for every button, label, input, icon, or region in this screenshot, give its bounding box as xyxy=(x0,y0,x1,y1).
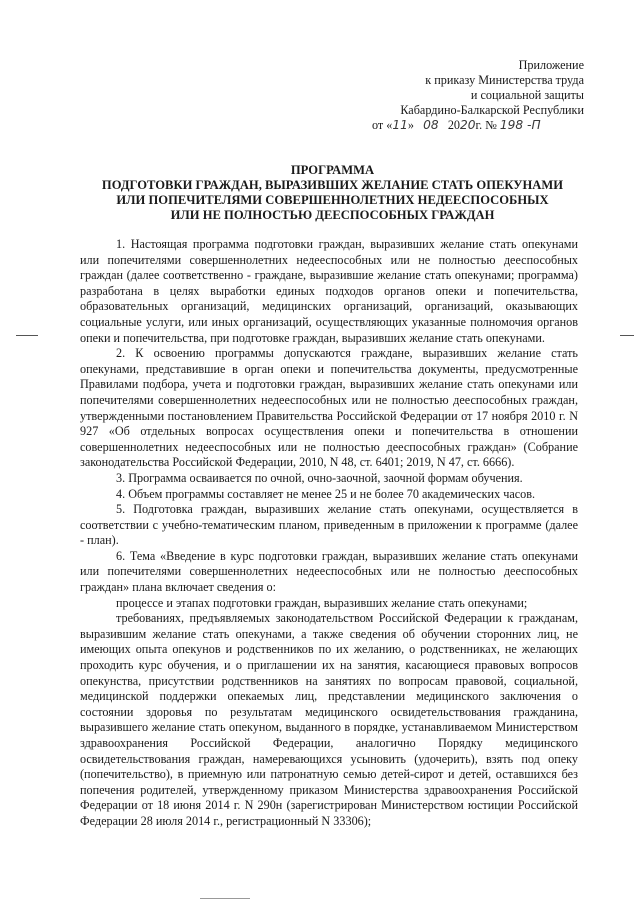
title-line-1: ПРОГРАММА xyxy=(290,163,375,177)
paragraph-2: 2. К освоению программы допускаются граждане, выразивших желание стать опекунами, представившие в орган опеки и попечительства документы, предусмотренные Правилами подбора, учета и подготовки граждан, выразивших желание стать опекунами или попечителями совершеннолетних недееспособных или не полностью дееспособных граждан, утвержденными постановлением Правительства Российской Федерации от 17 ноября 2010 г. N 927 «Об отдельных вопросах осуществления опеки и попечительства в отношении совершеннолетних недееспособных или не полностью дееспособных граждан» (Собрание законодательства Российской Федерации, 2010, N 48, ст. 6401; 2019, N 47, ст. 6666). xyxy=(80,346,578,470)
order-reference: к приказу Министерства труда xyxy=(425,73,584,87)
appendix-header xyxy=(372,58,584,133)
paragraph-1: 1. Настоящая программа подготовки граждан, выразивших желание стать опекунами или попечителями совершеннолетних недееспособных или не полностью дееспособных граждан (далее соответственно - граждане, выразившие желание стать опекунами; программа) разработана в целях выработки единых подходов органов опеки и попечительства, образовательных организаций, медицинских организаций, организаций, оказывающих социальные услуги, или иных организаций, осуществляющих указанные полномочия органов опеки и попечительства, при подготовке граждан, выразивших желание стать опекунами. xyxy=(80,237,578,345)
ministry-name: и социальной защиты xyxy=(470,88,584,102)
title-line-3: ИЛИ ПОПЕЧИТЕЛЯМИ СОВЕРШЕННОЛЕТНИХ НЕДЕЕСПОСОБНЫХ xyxy=(116,193,549,207)
paragraph-7: процессе и этапах подготовки граждан, выразивших желание стать опекунами; xyxy=(116,595,528,610)
appendix-label: Приложение xyxy=(518,58,584,72)
scan-artifact-bottom xyxy=(200,898,250,899)
order-month: 08 xyxy=(423,118,439,132)
program-title xyxy=(60,163,605,223)
scan-artifact-right xyxy=(620,335,634,336)
order-day: 11 xyxy=(392,118,408,132)
title-line-2: ПОДГОТОВКИ ГРАЖДАН, ВЫРАЗИВШИХ ЖЕЛАНИЕ СТАТЬ ОПЕКУНАМИ xyxy=(101,178,564,192)
scan-artifact-left xyxy=(16,335,38,336)
republic-name: Кабардино-Балкарской Республики xyxy=(400,103,584,117)
order-number: 198 -П xyxy=(499,118,541,132)
paragraph-5: 5. Подготовка граждан, выразивших желание стать опекунами, осуществляется в соответствии с учебно-тематическим планом, приведенным в приложении к программе (далее - план). xyxy=(80,502,578,548)
title-line-4: ИЛИ НЕ ПОЛНОСТЬЮ ДЕЕСПОСОБНЫХ ГРАЖДАН xyxy=(170,208,495,222)
paragraph-8: требованиях, предъявляемых законодательством Российской Федерации к гражданам, выразившим желание стать опекунами, а также сведения об обучении сторонних лиц, не имеющих опыта опекунов и родственников по их желанию, о родственниках, не желающих проходить курс обучения, и о приглашении их на занятия, касающиеся правовых вопросов опекунства, присутствии родственников на занятиях по вопросам правовой, социальной, медицинской поддержки опекаемых лиц, представлении медицинского заключения о состоянии здоровья по результатам медицинского освидетельствования гражданина, выразившего желание стать опекуном, выданного в порядке, устанавливаемом Министерством здравоохранения Российской Федерации, аналогично Порядку медицинского освидетельствования граждан, намеревающихся усыновить (удочерить), взять под опеку (попечительство), в приемную или патронатную семью детей-сирот и детей, оставшихся без попечения родителей, утвержденному приказом Министерства здравоохранения Российской Федерации от 18 июня 2014 г. N 290н (зарегистрирован Министерством юстиции Российской Федерации 28 июля 2014 г., регистрационный N 33306); xyxy=(80,611,578,828)
paragraph-3: 3. Программа осваивается по очной, очно-заочной, заочной формам обучения. xyxy=(116,470,523,485)
program-body xyxy=(80,237,578,830)
order-year: 20 xyxy=(460,118,476,132)
paragraph-6: 6. Тема «Введение в курс подготовки граждан, выразивших желание стать опекунами или попечителями совершеннолетних недееспособных или не полностью дееспособных граждан» плана включает сведения о: xyxy=(80,548,578,595)
paragraph-4: 4. Объем программы составляет не менее 25 и не более 70 академических часов. xyxy=(116,486,536,501)
order-date-line: от «11» 08 2020г. № 198 -П xyxy=(372,118,541,132)
